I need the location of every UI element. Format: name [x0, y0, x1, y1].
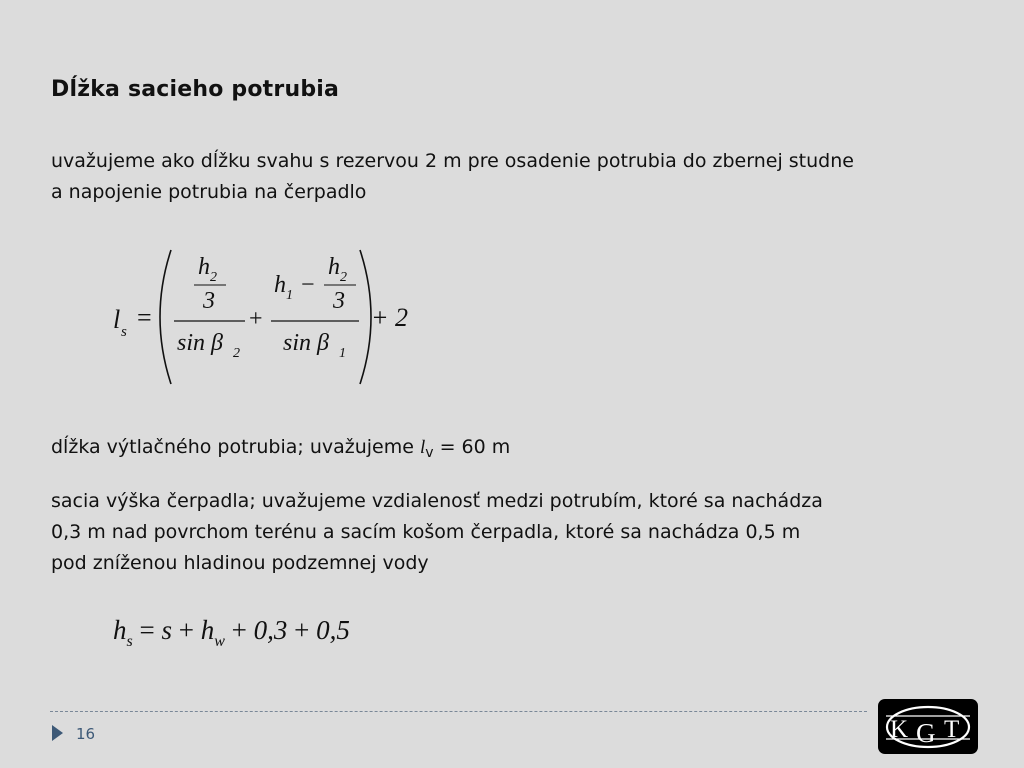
plus-sign: +	[171, 615, 201, 645]
discharge-value: = 60 m	[433, 436, 511, 458]
lhs-variable: l	[113, 305, 121, 334]
beta-sub-2: 2	[233, 346, 240, 361]
numerator-h2: h	[198, 254, 210, 280]
paragraph-line: 0,3 m nad povrchom terénu a sacím košom čerpadla, ktoré sa nachádza 0,5 m	[51, 521, 801, 543]
paragraph-line: pod zníženou hladinou podzemnej vody	[51, 552, 429, 574]
constant-0-5: 0,5	[316, 615, 350, 645]
minus-sign: −	[301, 272, 315, 298]
paragraph-discharge-pipe	[51, 432, 510, 469]
paragraph-line: uvažujeme ako dĺžku svahu s rezervou 2 m pre osadenie potrubia do zbernej studne	[51, 150, 854, 172]
slide-title: Dĺžka sacieho potrubia	[51, 77, 340, 102]
denominator-3: 3	[203, 288, 215, 314]
hw-variable: h	[200, 615, 215, 645]
inner-h2: h	[328, 254, 340, 280]
svg-text:G: G	[916, 718, 936, 748]
paragraph-line: a napojenie potrubia na čerpadlo	[51, 181, 367, 203]
left-paren	[160, 250, 171, 384]
paragraph-suction-pipe	[51, 146, 854, 208]
footer-divider	[50, 711, 867, 712]
inner-denominator-3: 3	[333, 288, 345, 314]
svg-text:T: T	[944, 716, 960, 743]
plus-two: + 2	[371, 303, 409, 332]
hs-variable: h	[113, 615, 127, 645]
variable-l: l	[419, 437, 426, 458]
play-arrow-icon	[52, 725, 63, 741]
hs-subscript: s	[126, 633, 133, 650]
beta-sub-1: 1	[339, 346, 346, 361]
discharge-text: dĺžka výtlačného potrubia; uvažujeme	[51, 436, 420, 458]
sin-beta-2: sin β	[177, 330, 223, 356]
plus-sign: +	[287, 615, 317, 645]
kgt-logo	[878, 699, 978, 754]
numerator-h1: h	[274, 272, 286, 298]
constant-0-3: 0,3	[253, 615, 288, 645]
inner-h2-sub: 2	[340, 270, 347, 285]
lhs-subscript: s	[121, 324, 127, 340]
hw-subscript: w	[214, 633, 225, 650]
suction-height-formula	[113, 615, 350, 651]
plus-sign: +	[224, 615, 254, 645]
sin-beta-1: sin β	[283, 330, 329, 356]
s-term: s	[161, 615, 172, 645]
equals-sign: =	[132, 615, 162, 645]
equals-sign: =	[137, 303, 152, 332]
paragraph-line: sacia výška čerpadla; uvažujeme vzdialenosť medzi potrubím, ktoré sa nachádza	[51, 490, 823, 512]
plus-sign: +	[249, 306, 263, 332]
numerator-h2-sub: 2	[210, 270, 217, 285]
suction-pipe-length-formula	[105, 240, 425, 390]
right-paren	[360, 250, 371, 384]
variable-subscript: v	[425, 445, 434, 461]
numerator-h1-sub: 1	[286, 288, 293, 303]
page-number: 16	[76, 725, 96, 743]
svg-text:K: K	[890, 716, 909, 743]
paragraph-suction-height	[51, 486, 823, 579]
